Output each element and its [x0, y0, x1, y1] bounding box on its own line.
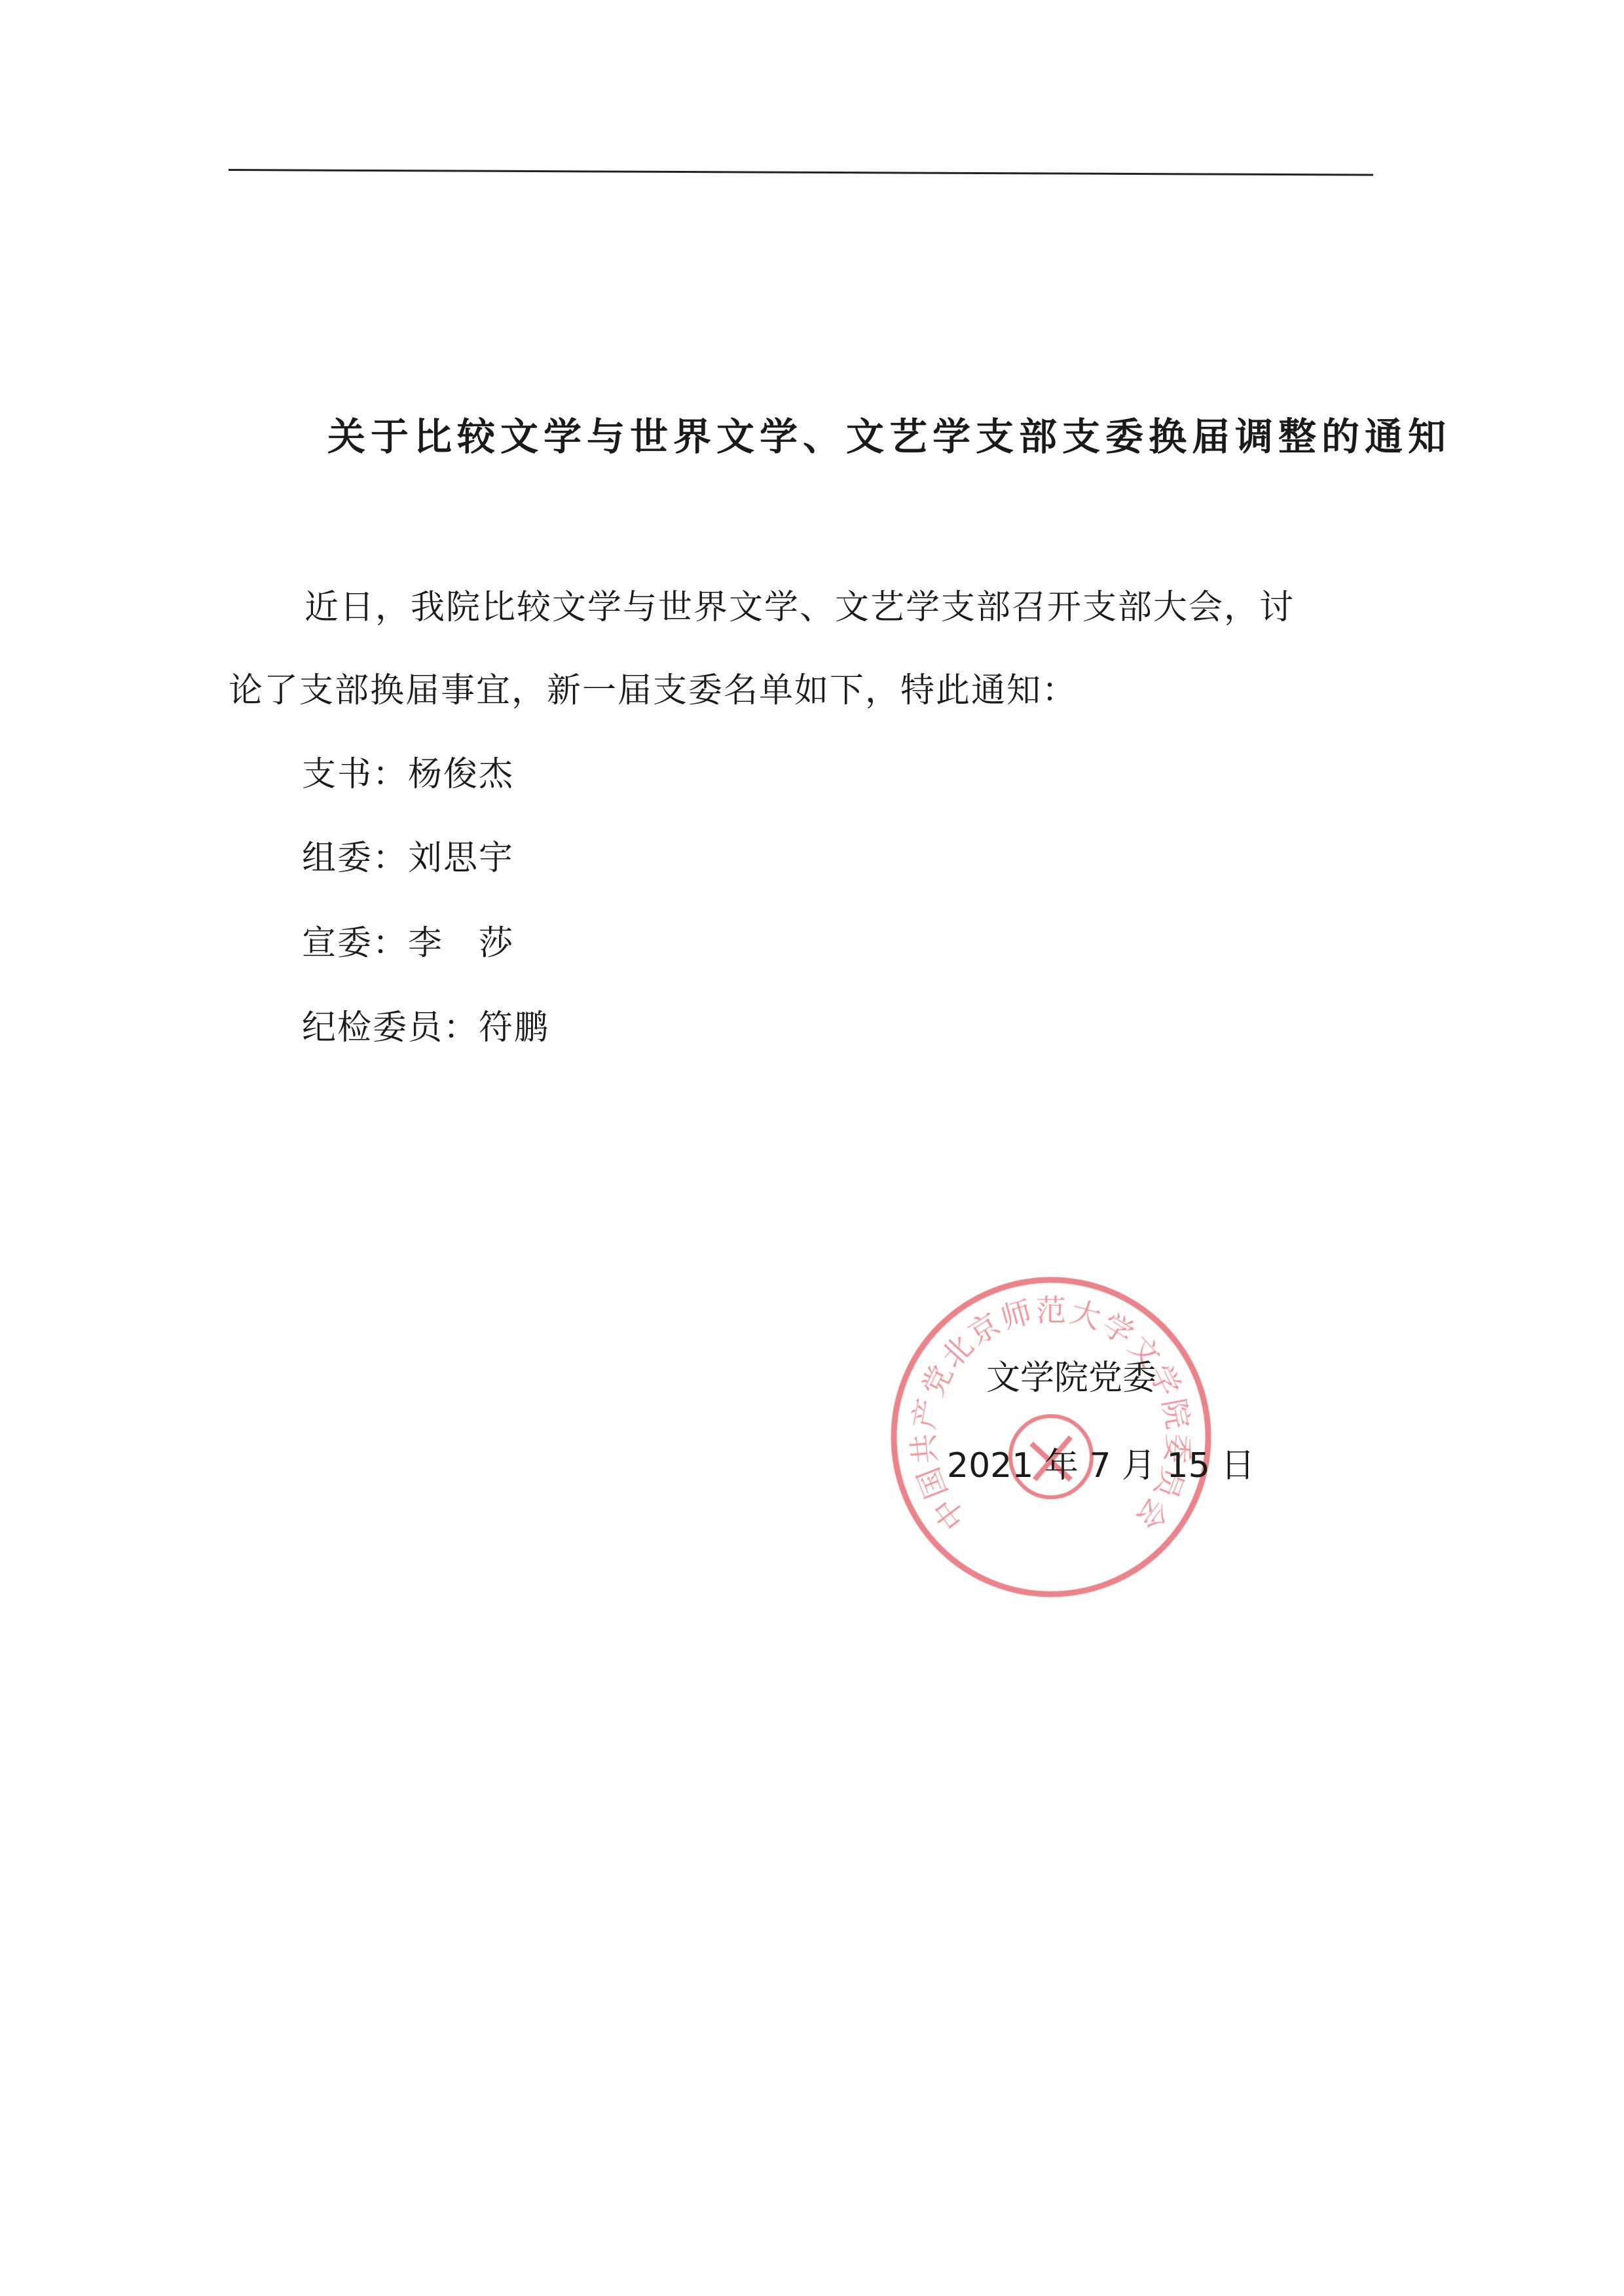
- body-paragraph-line-2: 论了支部换届事宜，新一届支委名单如下，特此通知：: [229, 671, 1078, 710]
- member-organization: 组委：刘思宇: [302, 839, 515, 878]
- official-seal-stamp: [884, 1270, 1218, 1604]
- member-secretary: 支书：杨俊杰: [302, 755, 515, 794]
- member-discipline: 纪检委员：符鹏: [302, 1008, 550, 1048]
- document-title: 关于比较文学与世界文学、文艺学支部支委换届调整的通知: [327, 414, 1452, 459]
- signature-date: 2021 年 7 月 15 日: [947, 1446, 1255, 1485]
- body-paragraph-line-1: 近日，我院比较文学与世界文学、文艺学支部召开支部大会，讨: [304, 588, 1295, 627]
- signature-organization: 文学院党委: [986, 1358, 1157, 1398]
- header-rule: [229, 169, 1373, 176]
- member-publicity: 宣委：李 莎: [302, 924, 515, 963]
